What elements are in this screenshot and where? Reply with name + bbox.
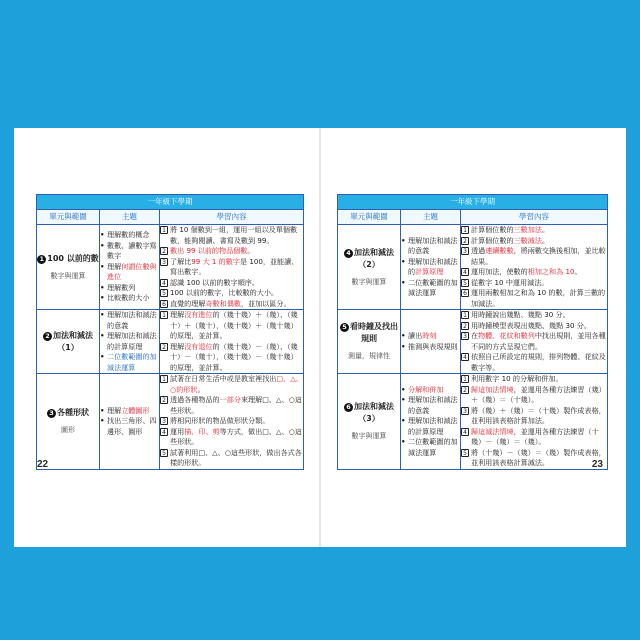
content-item [160, 299, 303, 310]
text-run: 從數字 10 中運用減法。 [471, 277, 549, 287]
unit-name [338, 321, 400, 345]
unit-name [37, 330, 99, 354]
content-item [461, 406, 607, 427]
unit-area: 圖形 [61, 426, 75, 434]
content-item [461, 374, 607, 385]
text-run: 找出三角形、四邊形、圓形 [107, 416, 157, 436]
column-header-content: 學習內容 [160, 210, 304, 225]
text-run: 。 [574, 267, 582, 276]
item-number-box: 1 [160, 375, 168, 383]
text-run: 沒有退位 [184, 341, 213, 351]
item-number-box: 1 [461, 226, 469, 234]
item-number-box: 5 [160, 449, 168, 457]
text-run: 理解加法和減法的意義 [408, 235, 458, 255]
item-number-box: 3 [461, 407, 469, 415]
text-run: 將 10 個數到一組，運用一組以及單個數數，能夠閱讀、書寫及數到 99。 [170, 225, 298, 245]
text-run: 將（十幾）－（幾）＝（幾）製作成表格，並利用該表格計算減法。 [471, 447, 606, 467]
text-run: 等方式，做出□、△、○這些形狀。 [170, 426, 302, 446]
item-number-box: 5 [461, 449, 469, 457]
unit-row [338, 225, 608, 310]
column-header-unit: 單元與範圍 [37, 210, 100, 225]
item-number-box: 4 [160, 279, 168, 287]
item-number-box: 4 [461, 428, 469, 436]
item-number-box: 2 [461, 322, 469, 330]
text-run: 二位數範圍的加減法運算 [107, 352, 157, 372]
text-run: 運用兩數相加之和為 10 的數，計算三數的加減法。 [471, 288, 606, 308]
content-item [461, 267, 607, 278]
item-number-box: 6 [160, 300, 168, 308]
theme-item [100, 293, 159, 304]
unit-name [37, 407, 99, 419]
text-run: 分解和併加 [408, 384, 444, 394]
content-cell [160, 225, 304, 310]
content-item [461, 225, 607, 236]
text-run: ，將兩數交換後相加，並比較結果。 [471, 246, 606, 266]
text-run: 將（幾）＋（幾）＝（十幾）製作成表格，並利用該表格計算加法。 [471, 405, 606, 425]
unit-area: 測量，規律性 [348, 352, 390, 361]
content-item [160, 225, 303, 246]
text-run: 100 以前的數字，比較數的大小。 [170, 288, 279, 297]
text-run: 了解比 [170, 256, 192, 266]
text-run: 理解數列 [107, 282, 136, 292]
content-item [461, 288, 607, 309]
text-run: 歸這減法情境 [471, 426, 514, 436]
text-run: 。 [541, 225, 550, 234]
item-number-box: 1 [461, 375, 469, 383]
text-run: 將相同形狀的物品做形狀分類。 [170, 416, 270, 425]
text-run: 二位數範圍的加減法運算 [408, 277, 458, 297]
text-run: 理解加法和減法的計算原理 [408, 416, 458, 436]
content-item [160, 374, 303, 395]
unit-title: 加法和減法（3） [354, 402, 394, 423]
unit-area: 數字與運算 [351, 277, 387, 286]
unit-row [338, 374, 608, 470]
theme-item [401, 385, 460, 396]
text-run: 直覺的理解 [170, 298, 206, 308]
unit-name [37, 253, 99, 265]
text-run: 的（幾十幾）＋（幾）、（幾十）＋（幾十），（幾十幾）＋（幾十幾）的原理，並計算。 [170, 310, 298, 340]
book-spine [319, 128, 321, 547]
text-run: 理解 [107, 405, 122, 415]
content-item [461, 310, 607, 321]
text-run: 二位數範圍的加減法運算 [408, 437, 458, 457]
text-run: □、△、○的形狀 [170, 374, 303, 394]
unit-title: 加法和減法（1） [53, 330, 93, 352]
unit-cell [338, 225, 401, 310]
text-run: 。 [197, 384, 205, 394]
unit-number-badge: 4 [344, 249, 353, 258]
content-item [160, 288, 303, 299]
text-run: 連續數數 [485, 246, 514, 255]
column-header-unit: 單元與範圍 [338, 210, 401, 225]
text-run: 理解 [170, 310, 185, 319]
item-number-box: 1 [160, 226, 168, 234]
content-item [461, 246, 607, 267]
text-run: 用時鐘說出幾點、幾點 30 分。 [471, 310, 570, 319]
theme-item [401, 257, 460, 278]
content-item [160, 246, 303, 257]
theme-cell [100, 374, 160, 470]
unit-cell [37, 310, 100, 374]
text-run: 沒有進位 [184, 310, 213, 319]
unit-name [338, 401, 400, 425]
theme-item [100, 310, 159, 331]
theme-item [401, 278, 460, 299]
text-run: 試著利用□、△、○這些形狀，做出各式各樣的形狀。 [170, 447, 302, 467]
text-run: 。 [541, 235, 550, 245]
grade-title: 一年級下學期 [338, 195, 608, 210]
unit-title: 100 以前的數 [47, 253, 99, 263]
text-run: 物體、花紋和數列 [478, 331, 535, 340]
text-run: 用時鐘模型表現出幾點、幾點 30 分。 [471, 320, 591, 330]
unit-row [37, 225, 304, 310]
unit-title: 加法和減法（2） [354, 247, 394, 269]
text-run: 理解加法和減法的計算原理 [107, 331, 157, 351]
theme-cell [401, 310, 461, 374]
theme-item [100, 352, 159, 373]
unit-number-badge: 3 [47, 409, 56, 418]
text-run: 相加之和為 10 [527, 267, 575, 276]
item-number-box: 3 [160, 417, 168, 425]
unit-area: 數字與運算 [351, 432, 387, 440]
content-cell [160, 374, 304, 470]
item-number-box: 2 [160, 396, 168, 404]
item-number-box: 3 [461, 332, 469, 340]
item-number-box: 2 [461, 386, 469, 394]
item-number-box: 3 [160, 258, 168, 266]
item-number-box: 4 [160, 428, 168, 436]
unit-title: 看時鐘及找出規則 [350, 322, 398, 344]
unit-cell [37, 374, 100, 470]
content-item [160, 427, 303, 448]
theme-item [401, 437, 460, 458]
item-number-box: 3 [461, 247, 469, 255]
column-header-content: 學習內容 [461, 210, 608, 225]
content-item [160, 257, 303, 278]
text-run: 利用數字 10 的分解和併加。 [471, 374, 563, 383]
text-run: 中找出規則，並用各種不同的方式呈現它們。 [471, 331, 606, 351]
theme-item [100, 283, 159, 294]
theme-item [100, 241, 159, 262]
text-run: 推測與表現規則 [408, 341, 458, 351]
unit-number-badge: 6 [344, 403, 353, 412]
theme-item [100, 331, 159, 352]
theme-cell [401, 374, 461, 470]
text-run: 讀出 [408, 331, 423, 340]
text-run: 來理解□、△、○這些形狀。 [170, 395, 302, 415]
theme-item [401, 395, 460, 416]
text-run: 三數加法 [513, 225, 542, 234]
content-item [461, 427, 607, 448]
text-run: 立體圖形 [121, 405, 150, 415]
content-item [160, 448, 303, 469]
page-number: 22 [37, 459, 49, 470]
text-run: 依照自己所設定的規則，排列物體、花紋及數字等。 [471, 352, 606, 372]
content-item [461, 236, 607, 247]
text-run: ，並運用各種方法練習（幾）＋（幾）＝（十幾）。 [471, 384, 606, 404]
content-item [160, 416, 303, 427]
text-run: ，並加以區分。 [240, 298, 291, 308]
content-cell [461, 374, 608, 470]
text-run: 試著在日常生活中或是教室裡找出 [170, 374, 277, 383]
unit-cell [338, 374, 401, 470]
column-header-theme: 主題 [100, 210, 160, 225]
content-item [461, 352, 607, 373]
unit-row [37, 310, 304, 374]
theme-item [401, 236, 460, 257]
right-page [320, 128, 626, 547]
text-run: 比較數的大小 [107, 293, 150, 303]
theme-cell [100, 310, 160, 374]
text-run: 數出 99 以前的物品個數 [170, 246, 248, 255]
content-item [461, 278, 607, 289]
item-number-box: 4 [461, 268, 469, 276]
item-number-box: 1 [461, 311, 469, 319]
text-run: ，並運用各種方法練習（十幾）－（幾）＝（幾）。 [471, 426, 599, 446]
text-run: 理解 [170, 341, 185, 351]
unit-row [338, 310, 608, 374]
text-run: 的（幾十幾）－（幾）、（幾十）－（幾十），（幾十幾）－（幾十幾）的原理，並計算。 [170, 341, 298, 372]
unit-number-badge: 1 [37, 255, 46, 264]
theme-item [100, 262, 159, 283]
text-run: 計算原理 [415, 267, 444, 276]
text-run: 三數減法 [513, 235, 542, 245]
text-run: 在 [471, 331, 479, 340]
text-run: 時刻 [422, 331, 437, 340]
content-item [160, 342, 303, 374]
text-run: 理解數的概念 [107, 230, 150, 240]
item-number-box: 5 [160, 289, 168, 297]
theme-item [100, 416, 159, 437]
item-number-box: 2 [160, 247, 168, 255]
grade-title: 一年級下學期 [37, 195, 304, 210]
unit-row [37, 374, 304, 470]
item-number-box: 2 [461, 237, 469, 245]
content-item [461, 321, 607, 332]
text-run: 透過各種物品的 [170, 395, 220, 404]
content-item [160, 278, 303, 289]
content-cell [461, 225, 608, 310]
theme-item [401, 331, 460, 342]
column-header-theme: 主題 [401, 210, 461, 225]
curriculum-table-left [36, 194, 304, 470]
content-item [461, 448, 607, 469]
text-run: 理解加法和減法的 [408, 256, 458, 276]
unit-number-badge: 2 [43, 332, 52, 341]
text-run: 理解加法和減法的意義 [107, 310, 157, 330]
unit-area: 數字與運算 [50, 271, 86, 280]
left-page [14, 128, 320, 547]
text-run: 歸這加法情境 [471, 384, 514, 394]
unit-cell [37, 225, 100, 310]
theme-cell [401, 225, 461, 310]
text-run: 運用 [170, 426, 185, 436]
item-number-box: 5 [461, 279, 469, 287]
theme-cell [100, 225, 160, 310]
text-run: 運用加法，使數的 [471, 267, 528, 276]
text-run: 描、印、剪 [184, 426, 220, 436]
item-number-box: 6 [461, 289, 469, 297]
unit-number-badge: 5 [340, 323, 349, 332]
text-run: 計算個位數的 [471, 235, 514, 245]
text-run: 。 [247, 246, 255, 255]
item-number-box: 4 [461, 353, 469, 361]
unit-name [338, 247, 400, 271]
unit-cell [338, 310, 401, 374]
text-run: 認識 100 以前的數字順序。 [170, 277, 259, 287]
content-cell [461, 310, 608, 374]
theme-item [401, 342, 460, 353]
item-number-box: 1 [160, 311, 168, 319]
text-run: 是 100，並能讀、寫出數字。 [170, 256, 299, 276]
theme-item [100, 406, 159, 417]
item-number-box: 2 [160, 343, 168, 351]
text-run: 何謂位數與進位 [107, 261, 157, 282]
curriculum-table-right [337, 194, 608, 470]
text-run: 99 大 1 的數字 [191, 256, 240, 266]
content-cell [160, 310, 304, 374]
text-run: 理解 [107, 261, 122, 271]
text-run: 一部分 [219, 395, 241, 404]
content-item [461, 385, 607, 406]
unit-title: 各種形狀 [57, 408, 89, 417]
page-number: 23 [591, 459, 603, 470]
theme-item [401, 416, 460, 437]
text-run: 理解加法和減法的意義 [408, 395, 458, 415]
text-run: 透過 [471, 246, 486, 255]
text-run: 數數、讀數字寫數字 [107, 240, 157, 261]
text-run: 奇數和偶數 [205, 298, 241, 308]
content-item [160, 395, 303, 416]
content-item [461, 331, 607, 352]
content-item [160, 310, 303, 342]
text-run: 計算個位數的 [471, 225, 514, 234]
theme-item [100, 230, 159, 241]
